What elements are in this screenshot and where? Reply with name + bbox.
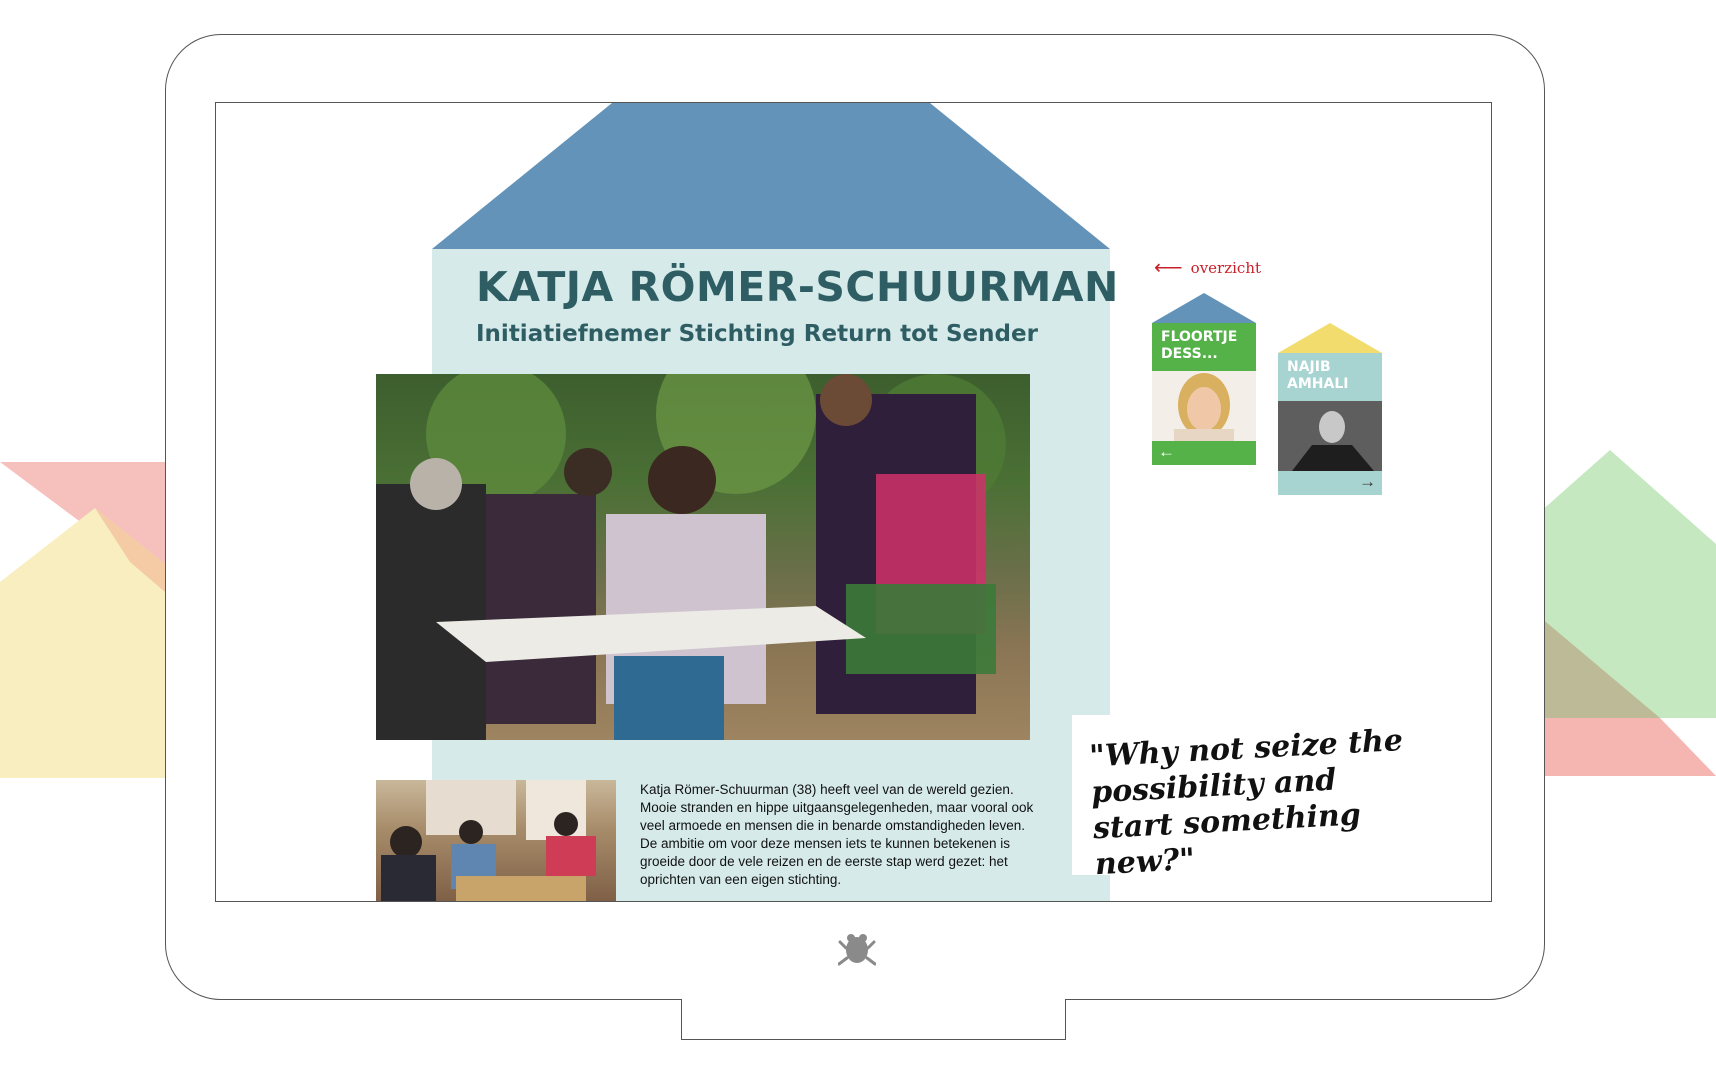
main-photo [376, 374, 1030, 740]
frog-logo-icon [838, 928, 876, 968]
screen [215, 102, 1492, 902]
prev-card-photo [1152, 371, 1256, 441]
card-roof [1152, 293, 1256, 323]
bg-yellow-house-left [0, 500, 170, 780]
overview-link[interactable] [1154, 259, 1261, 277]
arrow-left-icon: ← [1152, 441, 1256, 465]
prev-card-name: FLOORTJE DESS... [1152, 323, 1256, 371]
bg-pink-triangle-left [0, 460, 170, 780]
next-card-name: NAJIB AMHALI [1278, 353, 1382, 401]
intro-paragraph: Katja Römer-Schuurman (38) heeft veel van de wereld gezien. Mooie stranden en hippe uitgaansgelegenheden, maar vooral ook veel armoede en mensen die in benarde omstandigheden leven. De ambitie om voor deze mensen iets te kunnen betekenen is groeide door de vele reizen en de eerste stap werd gezet: het oprichten van een eigen stichting. [640, 782, 1034, 887]
next-card-photo [1278, 401, 1382, 471]
arrow-left-icon: ⟵ [1154, 257, 1183, 279]
next-profile-card[interactable] [1278, 323, 1382, 495]
quote-text: "Why not seize the possibility and start something new?" [1088, 723, 1404, 883]
house-roof [432, 103, 1110, 249]
page-subtitle: Initiatiefnemer Stichting Return tot Sender [476, 321, 1038, 347]
monitor-stand [681, 999, 1066, 1040]
card-roof [1278, 323, 1382, 353]
thumbnail-photo [376, 780, 616, 902]
prev-profile-card[interactable] [1152, 293, 1256, 465]
arrow-right-icon: → [1278, 471, 1382, 495]
page-title: KATJA RÖMER-SCHUURMAN [476, 263, 1119, 311]
overview-link-label: overzicht [1190, 259, 1262, 277]
bg-green-house-right [1540, 440, 1716, 780]
